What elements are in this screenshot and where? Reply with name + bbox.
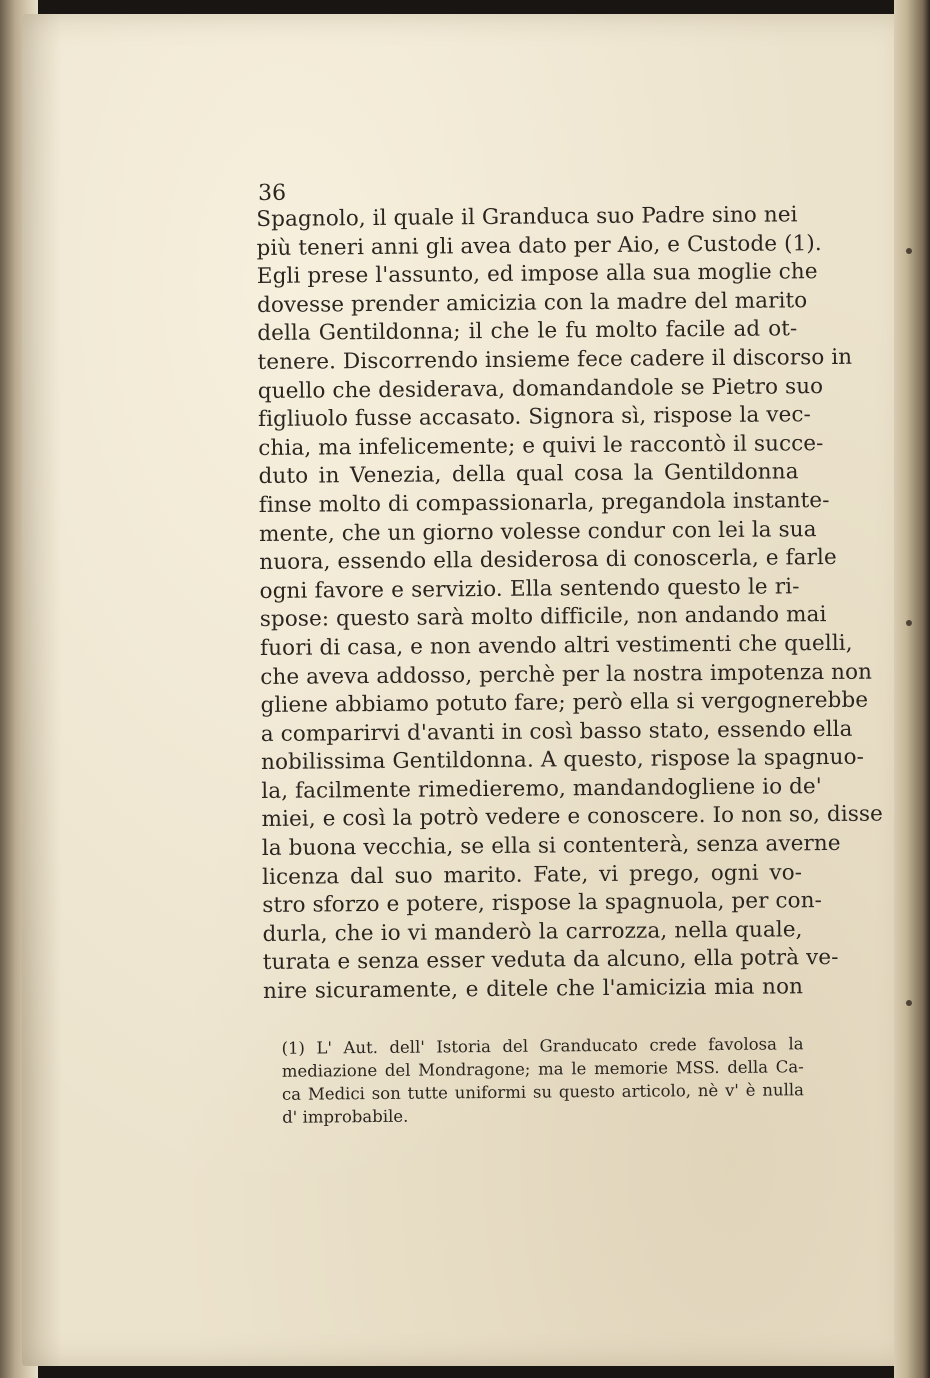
text-line: stro sforzo e potere, rispose la spagnuola, per con- <box>262 888 823 919</box>
text-line: duto in Venezia, della qual cosa la Gentildonna <box>258 459 799 490</box>
text-line: tenere. Discorrendo insieme fece cadere il discorso in <box>257 344 853 375</box>
text-line: gliene abbiamo potuto fare; però ella si vergognerebbe <box>260 687 869 719</box>
binding-stitch <box>906 248 912 254</box>
footnote <box>281 1032 804 1129</box>
text-line: licenza dal suo marito. Fate, vi prego, ogni vo- <box>261 859 803 890</box>
text-line: la, facilmente rimedieremo, mandandogliene io de' <box>261 773 822 804</box>
text-line: che aveva addosso, perchè per la nostra impotenza non <box>260 659 873 690</box>
binding-stitch <box>906 620 912 626</box>
text-line: durla, che io vi manderò la carrozza, nella quale, <box>262 917 803 947</box>
text-line: fuori di casa, e non avendo altri vestimenti che quelli, <box>259 630 853 661</box>
text-line: nire sicuramente, e ditele che l'amicizia mia non <box>262 974 804 1004</box>
text-line: Spagnolo, il quale il Granduca suo Padre sino nei <box>256 202 798 232</box>
text-line: quello che desiderava, domandandole se Pietro suo <box>257 373 824 404</box>
text-line: spose: questo sarà molto difficile, non andando mai <box>259 602 827 633</box>
footnote-line: (1) L' Aut. dell' Istoria del Granducato crede favolosa la <box>281 1033 804 1058</box>
text-line: la buona vecchia, se ella si contenterà, senza averne <box>261 830 841 862</box>
page-text <box>256 175 884 1128</box>
footnote-line: mediazione del Mondragone; ma le memorie MSS. della Ca- <box>281 1056 804 1081</box>
text-line: ogni favore e servizio. Ella sentendo questo le ri- <box>259 573 800 604</box>
text-line: a comparirvi d'avanti in così basso stato, essendo ella <box>260 716 853 747</box>
text-line: figliuolo fusse accasato. Signora sì, rispose la vec- <box>257 402 812 433</box>
page-fore-edge <box>894 0 930 1378</box>
text-line: mente, che un giorno volesse condur con lei la sua <box>258 516 817 547</box>
body-text <box>256 201 884 1006</box>
text-line: Egli prese l'assunto, ed impose alla sua moglie che <box>256 259 818 290</box>
page-number: 36 <box>258 180 287 206</box>
text-line: nobilissima Gentildonna. A questo, rispose la spagnuo- <box>260 744 865 776</box>
text-line: miei, e così la potrò vedere e conoscere. Io non so, disse <box>261 802 884 833</box>
text-line: turata e senza esser veduta da alcuno, ella potrà ve- <box>262 945 839 976</box>
text-line: della Gentildonna; il che le fu molto facile ad ot- <box>257 316 798 347</box>
text-line: finse molto di compassionarla, pregandola instante- <box>258 487 830 518</box>
text-line: dovesse prender amicizia con la madre del marito <box>256 287 808 318</box>
text-line: nuora, essendo ella desiderosa di conoscerla, e farle <box>259 545 837 576</box>
footnote-line: ca Medici son tutte uniformi su questo articolo, nè v' è nulla <box>281 1079 805 1104</box>
text-line: più teneri anni gli avea dato per Aio, e Custode (1). <box>256 230 822 261</box>
binding-stitch <box>906 1000 912 1006</box>
footnote-line: d' improbabile. <box>282 1106 409 1127</box>
text-line: chia, ma infelicemente; e quivi le raccontò il succe- <box>258 430 824 461</box>
